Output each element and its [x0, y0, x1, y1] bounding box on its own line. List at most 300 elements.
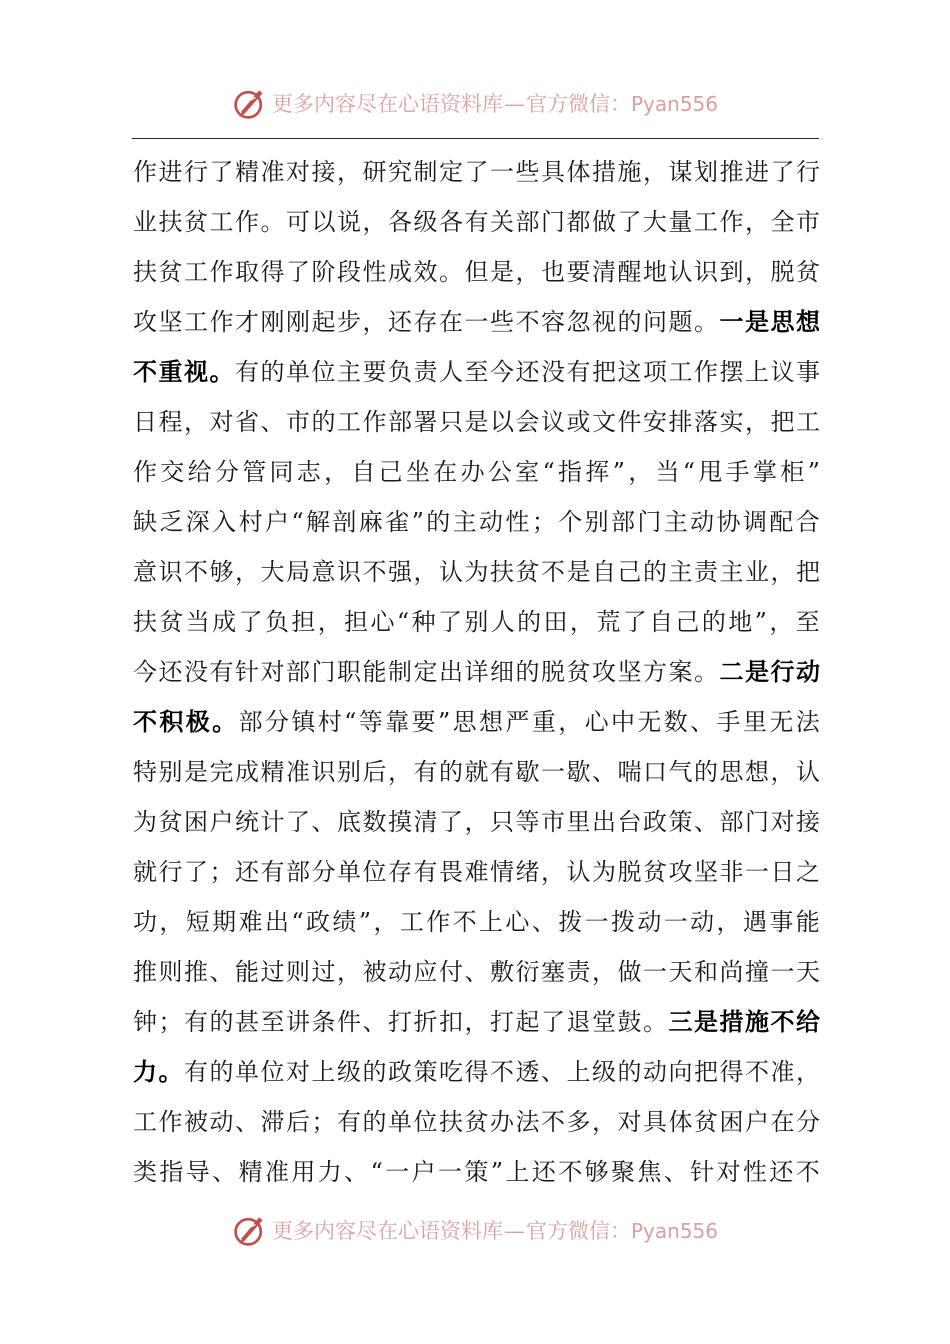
text-char: 手 [725, 458, 750, 486]
text-char: 别 [464, 608, 489, 636]
text-char: 些 [490, 308, 514, 336]
text-char: 清 [592, 258, 616, 286]
text-char: 准 [260, 158, 285, 186]
text-char: 上 [745, 358, 769, 386]
text-char: 强 [388, 558, 412, 586]
text-line [133, 447, 820, 497]
text-line [133, 297, 820, 347]
text-char: 单 [337, 858, 361, 886]
bold-char: 重 [158, 357, 183, 386]
text-char: 作 [694, 358, 718, 386]
text-char: 为 [464, 558, 489, 586]
text-char: 了 [617, 208, 642, 236]
text-char: 、 [344, 1158, 369, 1186]
text-char: 动 [209, 1108, 234, 1136]
text-char: 数 [362, 808, 387, 836]
text-char: 只 [490, 808, 514, 836]
text-char: 识 [694, 258, 718, 286]
text-char: ， [541, 858, 565, 886]
bold-char: 。 [209, 357, 234, 386]
text-char: 忽 [566, 308, 591, 336]
text-char: 办 [460, 458, 485, 486]
text-char: 困 [719, 1108, 744, 1136]
text-char: 讲 [286, 1008, 310, 1036]
text-char: 导 [185, 1158, 210, 1186]
text-char: 了 [286, 258, 310, 286]
text-char: 尚 [719, 958, 744, 986]
text-char: 单 [235, 1058, 259, 1086]
text-char: 至 [795, 608, 820, 636]
text-char: 在 [439, 308, 463, 336]
text-char: 大 [643, 208, 667, 236]
text-char: 重 [531, 708, 556, 736]
text-char: 以 [311, 208, 336, 236]
footer-site-text: 更多内容尽在心语资料库 [271, 1219, 503, 1243]
text-line [133, 897, 820, 947]
text-char: 荒 [596, 608, 621, 636]
text-char: 种 [411, 608, 436, 636]
text-char: ， [464, 808, 489, 836]
text-char: 推 [719, 158, 744, 186]
bold-char: 视 [184, 357, 208, 386]
text-char: 位 [413, 1108, 438, 1136]
bold-char: 。 [212, 707, 237, 736]
footer-separator: — [503, 1219, 525, 1243]
text-char: 不 [541, 558, 565, 586]
text-char: 和 [694, 958, 718, 986]
text-char: 的 [617, 1058, 642, 1086]
text-char: 动 [643, 1058, 667, 1086]
text-char: 甩 [698, 458, 723, 486]
text-char: 了 [541, 1008, 565, 1036]
header-divider [132, 138, 819, 139]
text-char: 脱 [617, 858, 642, 886]
text-char: 不 [490, 1058, 514, 1086]
bold-char: 动 [796, 657, 820, 686]
text-char: 乏 [159, 508, 184, 536]
text-char: 文 [592, 408, 616, 436]
text-line [133, 797, 820, 847]
text-char: 还 [515, 358, 540, 386]
text-char: 给 [187, 458, 212, 486]
text-char: 一 [437, 1158, 462, 1186]
text-char: 还 [158, 658, 183, 686]
text-char: 一 [643, 958, 667, 986]
text-char: 雀 [385, 508, 410, 536]
text-char: 吃 [439, 1058, 463, 1086]
bold-char: 不 [133, 707, 157, 736]
page-footer [0, 1205, 950, 1255]
text-char: 思 [719, 758, 744, 786]
text-line [133, 547, 820, 597]
text-char: ， [592, 1108, 616, 1136]
bold-char: 思 [770, 307, 795, 336]
text-char: ； [209, 858, 234, 886]
text-char: 议 [541, 408, 565, 436]
text-char: 无 [637, 708, 662, 736]
text-char: 有 [490, 758, 514, 786]
text-char: 里 [742, 708, 767, 736]
text-char: 聚 [610, 1158, 635, 1186]
text-char: 打 [388, 1008, 412, 1036]
text-char: 可 [286, 208, 310, 236]
text-char: 塞 [541, 958, 565, 986]
text-char: 没 [541, 358, 565, 386]
text-char: 贫 [158, 808, 183, 836]
text-char: 出 [264, 908, 289, 936]
text-char: 攻 [592, 658, 616, 686]
text-char: ， [558, 708, 583, 736]
text-char: 作 [158, 1108, 183, 1136]
text-char: 施 [617, 158, 642, 186]
text-char: 门 [541, 208, 565, 236]
text-char: 市 [541, 808, 565, 836]
text-char: ， [373, 908, 398, 936]
text-char: 进 [745, 158, 769, 186]
text-char: 事 [796, 358, 820, 386]
bold-char: 积 [159, 707, 184, 736]
text-char: 、 [235, 1108, 259, 1136]
text-char: 衍 [515, 958, 540, 986]
text-char: 还 [769, 1158, 794, 1186]
text-char: 应 [413, 958, 438, 986]
text-char: 的 [517, 608, 542, 636]
text-char: ， [337, 958, 361, 986]
text-char: 件 [617, 408, 642, 436]
text-char: 剖 [332, 508, 357, 536]
text-char: 是 [464, 408, 489, 436]
text-line [133, 847, 820, 897]
text-char: 田 [543, 608, 568, 636]
text-char: 指 [558, 458, 583, 486]
text-line [133, 647, 820, 697]
text-char: 精 [260, 758, 285, 786]
text-char: 为 [133, 808, 157, 836]
text-char: 志 [296, 458, 321, 486]
text-char: 只 [439, 408, 463, 436]
text-char: 、 [541, 1058, 565, 1086]
text-char: 不 [362, 558, 387, 586]
text-char: 攻 [668, 858, 693, 886]
text-char: ” [358, 908, 372, 936]
text-char: 清 [413, 808, 438, 836]
text-line [133, 1147, 820, 1197]
text-char: 统 [235, 808, 259, 836]
text-char: 对 [716, 1158, 741, 1186]
text-char: 准 [770, 1058, 795, 1086]
text-char: 的 [209, 1058, 234, 1086]
text-char: 单 [388, 1108, 412, 1136]
text-char: 能 [235, 958, 259, 986]
text-char: 部 [719, 808, 744, 836]
text-char: 严 [505, 708, 530, 736]
text-char: 台 [617, 808, 642, 836]
header-wechat-label: 官方微信： [525, 92, 631, 116]
text-char: 坚 [158, 308, 183, 336]
text-char: 阶 [311, 258, 336, 286]
text-char: 分 [264, 708, 289, 736]
text-char: 针 [690, 1158, 715, 1186]
text-char: 定 [413, 658, 438, 686]
text-char: 全 [770, 208, 795, 236]
text-char: ； [311, 1108, 336, 1136]
text-char: 一 [541, 758, 565, 786]
text-char: 同 [269, 458, 294, 486]
text-char: 协 [716, 508, 741, 536]
text-char: ， [770, 558, 795, 586]
quill-logo-icon [232, 1212, 268, 1248]
bold-char: 。 [158, 1057, 183, 1086]
text-char: 动 [690, 908, 715, 936]
text-char: 担 [291, 608, 316, 636]
text-line [133, 497, 820, 547]
text-char: 署 [413, 408, 438, 436]
text-char: 责 [413, 358, 438, 386]
text-char: 接 [311, 158, 336, 186]
text-char: 作 [362, 408, 387, 436]
text-char: 的 [439, 758, 463, 786]
text-char: 户 [264, 508, 289, 536]
bold-char: 力 [133, 1057, 157, 1086]
text-char: 过 [260, 958, 285, 986]
text-char: 不 [795, 1158, 820, 1186]
text-char: 意 [311, 558, 336, 586]
text-char: 扣 [439, 1008, 463, 1036]
text-char: 议 [770, 358, 795, 386]
text-char: 行 [158, 858, 183, 886]
text-char: 对 [286, 158, 310, 186]
text-char: 工 [184, 308, 208, 336]
text-char: 做 [592, 208, 616, 236]
text-char: 坚 [617, 658, 642, 686]
text-char: 、 [311, 808, 336, 836]
text-char: 被 [184, 1108, 208, 1136]
text-char: 地 [728, 608, 753, 636]
text-char: 主 [663, 508, 688, 536]
text-char: 绩 [332, 908, 357, 936]
text-char: 心 [370, 608, 395, 636]
text-char: 事 [769, 908, 794, 936]
text-char: ， [716, 908, 741, 936]
text-char: 工 [184, 258, 208, 286]
text-char: 。 [643, 1008, 667, 1036]
text-char: 作 [209, 308, 234, 336]
bold-char: 施 [745, 1007, 769, 1036]
text-char: 户 [411, 1158, 436, 1186]
text-char: 敷 [490, 958, 514, 986]
text-char: 工 [133, 1108, 157, 1136]
text-char: 性 [362, 258, 387, 286]
text-char: 焦 [637, 1158, 662, 1186]
text-char: 出 [592, 808, 616, 836]
text-char: 了 [238, 608, 263, 636]
text-char: ， [628, 458, 653, 486]
text-char: 接 [796, 808, 820, 836]
text-char: ， [745, 208, 769, 236]
bold-char: 给 [796, 1007, 820, 1036]
text-char: 缺 [133, 508, 157, 536]
text-char: 困 [184, 808, 208, 836]
text-char: 日 [133, 408, 157, 436]
text-char: 鼓 [617, 1008, 642, 1036]
text-char: 绪 [515, 858, 540, 886]
text-char: 职 [337, 658, 361, 686]
text-char: 法 [795, 708, 820, 736]
text-char: 不 [745, 1058, 769, 1086]
text-char: 还 [531, 1158, 556, 1186]
text-char: 拨 [610, 908, 635, 936]
text-char: 非 [719, 858, 744, 886]
text-char: ； [531, 508, 556, 536]
text-char: 工 [209, 208, 234, 236]
text-char: 交 [160, 458, 185, 486]
text-char: 村 [238, 508, 263, 536]
text-char: 在 [433, 458, 458, 486]
text-char: 政 [643, 808, 667, 836]
text-char: 还 [388, 308, 412, 336]
text-char: 就 [464, 758, 489, 786]
text-char: 不 [541, 1108, 565, 1136]
text-char: 省 [235, 408, 259, 436]
text-char: 。 [439, 258, 463, 286]
text-char: 要 [362, 358, 387, 386]
text-char: 具 [643, 1108, 667, 1136]
text-line [133, 247, 820, 297]
text-char: 己 [617, 558, 642, 586]
text-char: “ [291, 908, 304, 936]
text-char: 或 [566, 408, 591, 436]
text-char: 作 [133, 158, 157, 186]
text-char: 喘 [617, 758, 642, 786]
text-char: 精 [235, 158, 259, 186]
text-char: 完 [209, 758, 234, 786]
text-char: 别 [337, 758, 361, 786]
text-char: 市 [796, 208, 820, 236]
text-char: 制 [413, 158, 438, 186]
text-char: 向 [668, 1058, 693, 1086]
text-char: 存 [388, 858, 412, 886]
document-body [133, 147, 820, 1197]
text-char: 是 [490, 258, 514, 286]
text-char: 调 [742, 508, 767, 536]
text-char: 能 [362, 658, 387, 686]
text-char: 短 [185, 908, 210, 936]
text-char: 排 [668, 408, 693, 436]
text-char: 了 [439, 808, 463, 836]
text-char: 过 [311, 958, 336, 986]
text-char: 、 [663, 1158, 688, 1186]
text-char: 底 [337, 808, 361, 836]
text-char: 起 [515, 1008, 540, 1036]
text-line [133, 747, 820, 797]
text-char: 地 [643, 258, 667, 286]
text-char: ， [796, 1058, 820, 1086]
text-char: 主 [452, 508, 477, 536]
text-char: 程 [158, 408, 183, 436]
text-char: 出 [439, 658, 463, 686]
bold-char: 一 [719, 307, 744, 336]
text-char: 深 [185, 508, 210, 536]
text-char: 的 [426, 508, 451, 536]
text-char: 付 [439, 958, 463, 986]
page-header [0, 78, 950, 128]
text-char: 不 [184, 558, 208, 586]
text-char: 了 [622, 608, 647, 636]
text-char: 挥 [585, 458, 610, 486]
text-char: 己 [675, 608, 700, 636]
text-char: 策 [464, 1158, 489, 1186]
text-char: 性 [505, 508, 530, 536]
text-char: 、 [592, 758, 616, 786]
text-line [133, 147, 820, 197]
text-line [133, 697, 820, 747]
text-char: 各 [388, 208, 412, 236]
text-char: ， [643, 158, 667, 186]
text-char: ， [324, 458, 349, 486]
text-char: 摆 [719, 358, 744, 386]
text-char: 扶 [133, 608, 157, 636]
text-char: 动 [479, 508, 504, 536]
text-char: 认 [796, 758, 820, 786]
text-char: 得 [719, 1058, 744, 1086]
text-char: 贫 [694, 1108, 718, 1136]
text-char: 部 [286, 658, 310, 686]
text-char: 把 [796, 558, 820, 586]
text-char: 取 [235, 258, 259, 286]
text-char: ， [362, 308, 387, 336]
text-line [133, 997, 820, 1047]
text-char: 市 [286, 408, 310, 436]
text-char: 类 [133, 1158, 157, 1186]
text-char: 才 [235, 308, 259, 336]
text-char: 政 [388, 1058, 412, 1086]
text-char: 合 [795, 508, 820, 536]
text-char: 别 [584, 508, 609, 536]
text-char: ” [437, 708, 451, 736]
text-char: 会 [515, 408, 540, 436]
text-char: 摸 [388, 808, 412, 836]
text-char: 一 [490, 158, 514, 186]
text-char: 脱 [541, 658, 565, 686]
text-char: 大 [260, 558, 285, 586]
text-char: 歇 [566, 758, 591, 786]
text-char: ， [769, 608, 794, 636]
text-char: 把 [694, 1058, 718, 1086]
text-char: “ [344, 708, 357, 736]
text-char: 贫 [158, 258, 183, 286]
text-char: 办 [490, 1108, 514, 1136]
bold-char: 是 [745, 307, 769, 336]
text-char: “ [291, 508, 304, 536]
text-char: 的 [701, 608, 726, 636]
text-char: 贫 [515, 558, 540, 586]
text-char: 了 [286, 808, 310, 836]
text-char: 了 [770, 158, 795, 186]
text-char: 还 [235, 858, 259, 886]
text-char: 有 [337, 1108, 361, 1136]
text-char: 麻 [358, 508, 383, 536]
text-char: 滞 [260, 1108, 285, 1136]
text-char: 难 [238, 908, 263, 936]
text-char: 谋 [668, 158, 693, 186]
text-char: 不 [452, 908, 477, 936]
text-char: 有 [184, 1008, 208, 1036]
text-char: 具 [541, 158, 565, 186]
text-char: 针 [235, 658, 259, 686]
text-char: 是 [184, 758, 208, 786]
text-char: 责 [694, 558, 718, 586]
text-char: 多 [566, 1108, 591, 1136]
